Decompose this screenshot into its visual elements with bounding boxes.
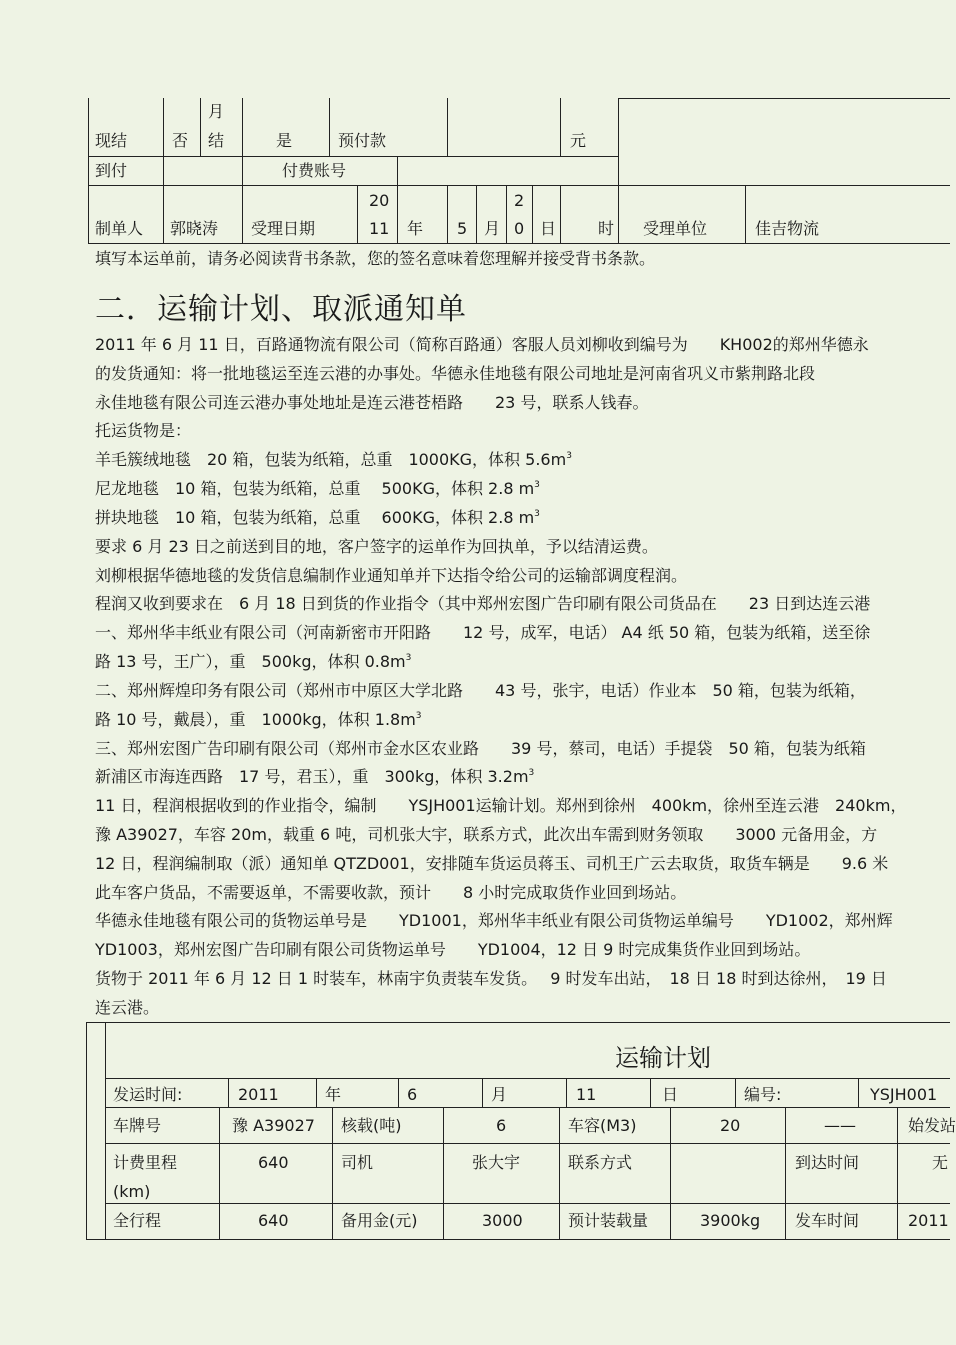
paragraph-line: 托运货物是： bbox=[95, 421, 192, 440]
plan-reserve: 3000 bbox=[482, 1211, 523, 1230]
cell-year-label: 年 bbox=[407, 219, 424, 238]
superscript: 3 bbox=[534, 480, 540, 490]
plan-depart-label: 发车时间 bbox=[795, 1211, 860, 1230]
plan-driver: 张大宇 bbox=[472, 1153, 521, 1172]
cell-preparer: 郭晓涛 bbox=[170, 219, 219, 238]
cell-year-1: 20 bbox=[369, 191, 390, 210]
plan-plate: 豫 A39027 bbox=[232, 1116, 315, 1135]
paragraph-line: 11 日，程润根据收到的作业指令，编制 YSJH001运输计划。郑州到徐州 400km，徐州至连云港 240km， bbox=[95, 796, 907, 815]
cargo-line bbox=[95, 509, 540, 530]
plan-origin-label: 始发站 bbox=[908, 1116, 956, 1135]
paragraph-line: YD1003，郑州宏图广告印刷有限公司货物运单号 YD1004，12 日 9 时完成集货作业回到场站。 bbox=[95, 940, 811, 959]
cell-month-label: 月 bbox=[484, 219, 501, 238]
plan-load-label: 核载(吨) bbox=[341, 1116, 402, 1135]
plan-total-trip-label: 全行程 bbox=[113, 1211, 162, 1230]
cell-hour-label: 时 bbox=[598, 219, 615, 238]
paragraph-line: 12 日，程润编制取（派）通知单 QTZD001，安排随车货运员蒋玉、司机王广云去取货，取货车辆是 9.6 米 bbox=[95, 854, 889, 873]
cell-cod: 到付 bbox=[95, 161, 128, 180]
paragraph-line: 豫 A39027，车容 20m，载重 6 吨，司机张大宇，联系方式，此次出车需到财务领取 3000 元备用金，方 bbox=[95, 825, 878, 844]
cell-accept-unit-label: 受理单位 bbox=[643, 219, 708, 238]
notice-text: 填写本运单前，请务必阅读背书条款，您的签名意味着您理解并接受背书条款。 bbox=[95, 249, 656, 268]
superscript: 3 bbox=[405, 653, 412, 663]
paragraph-text: 新浦区市海连西路 17 号，君玉），重 300kg，体积 3.2m bbox=[95, 767, 529, 786]
plan-year-label: 年 bbox=[325, 1085, 342, 1104]
plan-arrival: 无 bbox=[932, 1153, 949, 1172]
paragraph-line: 2011 年 6 月 11 日，百路通物流有限公司（简称百路通）客服人员刘柳收到编号为 KH002的郑州华德永 bbox=[95, 335, 869, 354]
cargo-line bbox=[95, 451, 572, 472]
cargo-text: 拼块地毯 10 箱，包装为纸箱，总重 600KG，体积 2.8 m bbox=[95, 508, 535, 527]
plan-reserve-label: 备用金(元) bbox=[341, 1211, 418, 1230]
plan-year: 2011 bbox=[238, 1085, 279, 1104]
cargo-line bbox=[95, 480, 540, 501]
plan-capacity: 20 bbox=[720, 1116, 741, 1135]
plan-day-label: 日 bbox=[662, 1085, 679, 1104]
plan-est-load-label: 预计装载量 bbox=[568, 1211, 649, 1230]
cell-month-num: 5 bbox=[457, 219, 468, 238]
cell-day-1: 2 bbox=[514, 191, 525, 210]
paragraph-line: 一、郑州华丰纸业有限公司（河南新密市开阳路 12 号，成军，电话） A4 纸 50 箱，包装为纸箱，送至徐 bbox=[95, 623, 871, 642]
plan-number: YSJH001 bbox=[870, 1085, 938, 1104]
cell-preparer-label: 制单人 bbox=[95, 219, 144, 238]
paragraph-text: 路 13 号，王广），重 500kg，体积 0.8m bbox=[95, 652, 406, 671]
cell-month-2: 结 bbox=[208, 131, 225, 150]
cell-day-2: 0 bbox=[514, 219, 525, 238]
plan-plate-label: 车牌号 bbox=[113, 1116, 162, 1135]
plan-dash: —— bbox=[824, 1116, 856, 1135]
cell-yes: 是 bbox=[276, 131, 293, 150]
paragraph-line bbox=[95, 653, 411, 674]
section-heading: 二．运输计划、取派通知单 bbox=[95, 292, 467, 327]
cell-prepay: 预付款 bbox=[338, 131, 387, 150]
plan-arrival-label: 到达时间 bbox=[795, 1153, 860, 1172]
paragraph-line: 程润又收到要求在 6 月 18 日到货的作业指令（其中郑州宏图广告印刷有限公司货品在 23 日到达连云港 bbox=[95, 594, 871, 613]
plan-contact-label: 联系方式 bbox=[568, 1153, 633, 1172]
plan-mileage-label-2: (km) bbox=[113, 1182, 151, 1201]
paragraph-line: 的发货通知：将一批地毯运至连云港的办事处。华德永佳地毯有限公司地址是河南省巩义市紫荆路北段 bbox=[95, 364, 816, 383]
plan-mileage-label-1: 计费里程 bbox=[113, 1153, 178, 1172]
plan-est-load: 3900kg bbox=[700, 1211, 761, 1230]
paragraph-text: 路 10 号，戴晨），重 1000kg，体积 1.8m bbox=[95, 710, 416, 729]
paragraph-line: 华德永佳地毯有限公司的货物运单号是 YD1001，郑州华丰纸业有限公司货物运单编号 YD1002，郑州辉 bbox=[95, 911, 893, 930]
paragraph-line: 永佳地毯有限公司连云港办事处地址是连云港苍梧路 23 号，联系人钱春。 bbox=[95, 393, 649, 412]
paragraph-line: 要求 6 月 23 日之前送到目的地，客户签字的运单作为回执单，予以结清运费。 bbox=[95, 537, 658, 556]
superscript: 3 bbox=[415, 711, 422, 721]
paragraph-line: 连云港。 bbox=[95, 998, 160, 1017]
paragraph-line bbox=[95, 768, 534, 789]
plan-mileage: 640 bbox=[258, 1153, 289, 1172]
cell-day-label: 日 bbox=[540, 219, 557, 238]
cell-no: 否 bbox=[172, 131, 189, 150]
superscript: 3 bbox=[534, 509, 540, 519]
plan-day: 11 bbox=[576, 1085, 597, 1104]
paragraph-line bbox=[95, 711, 422, 732]
cell-accept-date: 受理日期 bbox=[251, 219, 316, 238]
plan-load: 6 bbox=[496, 1116, 507, 1135]
plan-month: 6 bbox=[407, 1085, 418, 1104]
cell-yuan: 元 bbox=[570, 131, 587, 150]
cargo-text: 尼龙地毯 10 箱，包装为纸箱，总重 500KG，体积 2.8 m bbox=[95, 479, 535, 498]
plan-title: 运输计划 bbox=[615, 1044, 711, 1072]
cell-cash-settle: 现结 bbox=[95, 131, 128, 150]
paragraph-line: 货物于 2011 年 6 月 12 日 1 时装车，林南宇负责装车发货。 9 时发车出站， 18 日 18 时到达徐州， 19 日 bbox=[95, 969, 887, 988]
plan-driver-label: 司机 bbox=[341, 1153, 374, 1172]
paragraph-line: 二、郑州辉煌印务有限公司（郑州市中原区大学北路 43 号，张宇，电话）作业本 50 箱，包装为纸箱， bbox=[95, 681, 866, 700]
plan-ship-time-label: 发运时间: bbox=[113, 1085, 183, 1104]
cargo-text: 羊毛簇绒地毯 20 箱，包装为纸箱，总重 1000KG，体积 5.6m bbox=[95, 450, 567, 469]
paragraph-line: 此车客户货品，不需要返单，不需要收款，预计 8 小时完成取货作业回到场站。 bbox=[95, 883, 687, 902]
plan-number-label: 编号: bbox=[744, 1085, 782, 1104]
superscript: 3 bbox=[528, 768, 535, 778]
cell-month-1: 月 bbox=[208, 102, 225, 121]
plan-month-label: 月 bbox=[491, 1085, 508, 1104]
plan-depart: 2011 bbox=[908, 1211, 949, 1230]
plan-capacity-label: 车容(M3) bbox=[568, 1116, 637, 1135]
cell-year-2: 11 bbox=[369, 219, 390, 238]
superscript: 3 bbox=[566, 451, 572, 461]
cell-pay-account: 付费账号 bbox=[282, 161, 347, 180]
plan-total-trip: 640 bbox=[258, 1211, 289, 1230]
paragraph-line: 刘柳根据华德地毯的发货信息编制作业通知单并下达指令给公司的运输部调度程润。 bbox=[95, 566, 688, 585]
cell-accept-unit: 佳吉物流 bbox=[755, 219, 820, 238]
paragraph-line: 三、郑州宏图广告印刷有限公司（郑州市金水区农业路 39 号，蔡司，电话）手提袋 50 箱，包装为纸箱 bbox=[95, 739, 866, 758]
